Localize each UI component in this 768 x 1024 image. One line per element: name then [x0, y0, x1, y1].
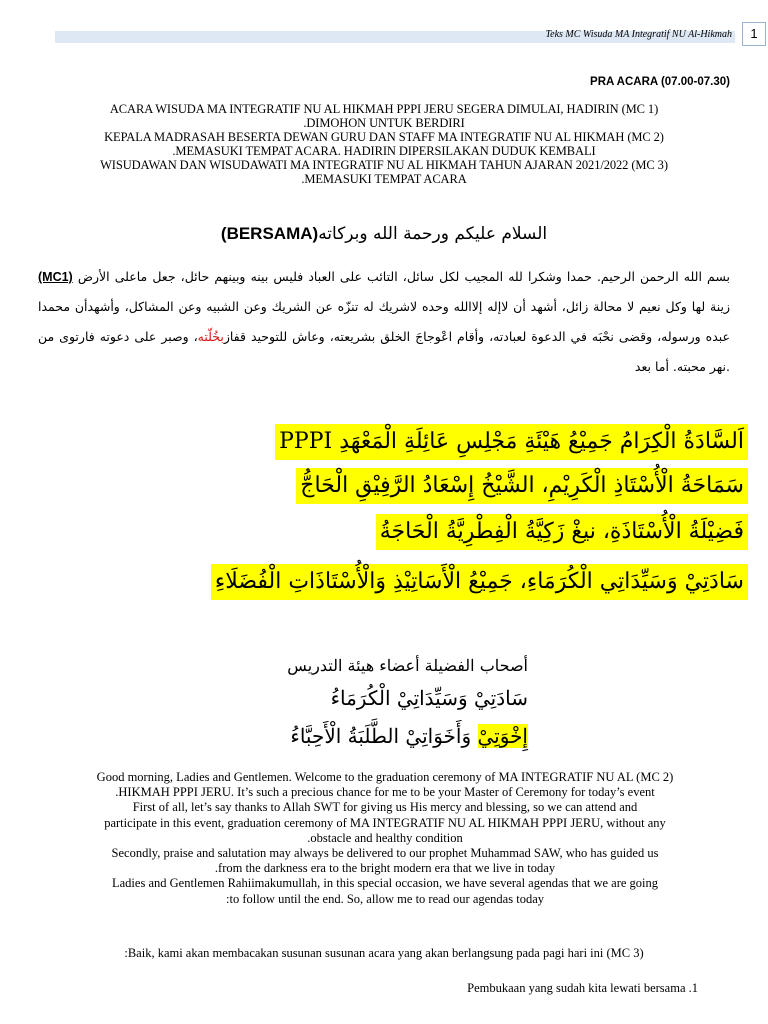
baik-line: :Baik, kami akan membacakan susunan susunan acara yang akan berlangsung pada pagi hari ini (MC 3) — [124, 946, 644, 960]
english-line: .HIKMAH PPPI JERU. It’s such a precious chance for me to be your Master of Ceremony for today’s event — [115, 785, 655, 800]
salam-line — [0, 224, 768, 244]
opening-paragraph — [38, 262, 730, 382]
page-number: 1 — [742, 22, 766, 46]
announcement-line: .MEMASUKI TEMPAT ACARA. HADIRIN DIPERSILAKAN DUDUK KEMBALI — [172, 144, 596, 158]
sadati-line: سَادَتِيْ وَسَيِّدَاتِيْ الْكُرَمَاءُ — [330, 686, 528, 710]
opening-text: بسم الله الرحمن الرحيم. حمدا وشكرا لله المجيب لكل سائل، التائب على العباد فليس بينه وبينهم حائل، جعل ماعلى الأرض زينة لها وكل نعيم لا محالة زائل، أشهد أن لاإله إلاالله وحده لاشريك له تنزّه عن الشريك وعن الشبيه وعن المشاكل، وأشهدأن محمدا عبده ورسوله، وقضى نحْبَه في الدعوة لعبادته، وأقام اعْوجاجَ الخلق بشريعته، وعاش للتوحيد قفاز — [38, 269, 730, 344]
english-block — [40, 770, 730, 907]
salam-tag: (BERSAMA) — [220, 224, 319, 243]
honorific-line: فَضِيْلَةُ الْأُسْتَاذَةِ، نيغْ زَكِيَّةُ الْفِطْرِيَّةُ الْحَاجَةُ — [376, 514, 748, 550]
english-line: Ladies and Gentlemen Rahiimakumullah, in this special occasion, we have several agendas that we are going — [112, 876, 658, 891]
english-line: Secondly, praise and salutation may always be delivered to our prophet Muhammad SAW, who has guided us — [111, 846, 659, 861]
pra-acara-heading: PRA ACARA (07.00-07.30) — [590, 76, 730, 88]
opening-text-end: ، وصبر على دعوته فارتوى من نهر محبته. أما بعد. — [38, 329, 730, 374]
ikhwati-rest: وَأَخَوَاتِيْ الطَّلَبَةُ الْأَحِبَّاءُ — [290, 724, 478, 748]
english-line: :to follow until the end. So, allow me to read our agendas today — [226, 891, 544, 906]
english-line: Good morning, Ladies and Gentlemen. Welcome to the graduation ceremony of MA INTEGRATIF NU AL (MC 2) — [96, 770, 674, 784]
salam-arabic: السلام عليكم ورحمة الله وبركاته — [318, 224, 548, 244]
announcement-line: .DIMOHON UNTUK BERDIRI — [303, 116, 465, 130]
mc-label: (MC1) — [38, 270, 73, 284]
honorific-line: اَلسَّادَةُ الْكِرَامُ جَمِيْعُ هَيْئَةِ مَجْلِسِ عَائِلَةِ الْمَعْهَدِ PPPI — [275, 424, 748, 460]
english-line: First of all, let’s say thanks to Allah SWT for giving us His mercy and blessing, so we can attend and — [132, 800, 638, 815]
highlight-word: بخُلّته — [197, 329, 224, 344]
announcement-line: ACARA WISUDA MA INTEGRATIF NU AL HIKMAH PPPI JERU SEGERA DIMULAI, HADIRIN (MC 1) — [109, 102, 659, 116]
teachers-line: أصحاب الفضيلة أعضاء هيئة التدريس — [287, 656, 528, 675]
honorific-line: سَادَتِيْ وَسَيِّدَاتِي الْكُرَمَاءِ، جَمِيْعُ الْأَسَاتِيْذِ وَالْأُسْتَاذَاتِ الْفُضَلَاءِ — [211, 564, 748, 600]
english-line: .obstacle and healthy condition — [307, 830, 463, 845]
announcement-line: WISUDAWAN DAN WISUDAWATI MA INTEGRATIF NU AL HIKMAH TAHUN AJARAN 2021/2022 (MC 3) — [100, 158, 668, 172]
agenda-item-1: Pembukaan yang sudah kita lewati bersama .1 — [467, 981, 698, 995]
ikhwati-line — [290, 724, 528, 748]
english-line: .from the darkness era to the bright modern era that we live in today — [214, 861, 556, 876]
announcement-block — [40, 102, 728, 186]
ikhwati-highlight: إِخْوَتِيْ — [477, 724, 528, 748]
header-title: Teks MC Wisuda MA Integratif NU Al-Hikmah — [545, 29, 732, 40]
honorific-line: سَمَاحَةُ الْأُسْتَاذِ الْكَرِيْمِ، الشَّيْخُ إِسْعَادُ الرَّفِيْقِ الْحَاجُّ — [296, 468, 748, 504]
announcement-line: .MEMASUKI TEMPAT ACARA — [301, 172, 467, 186]
announcement-line: KEPALA MADRASAH BESERTA DEWAN GURU DAN STAFF MA INTEGRATIF NU AL HIKMAH (MC 2) — [104, 130, 664, 144]
english-line: participate in this event, graduation ceremony of MA INTEGRATIF NU AL HIKMAH PPPI JERU, without any — [104, 815, 666, 830]
